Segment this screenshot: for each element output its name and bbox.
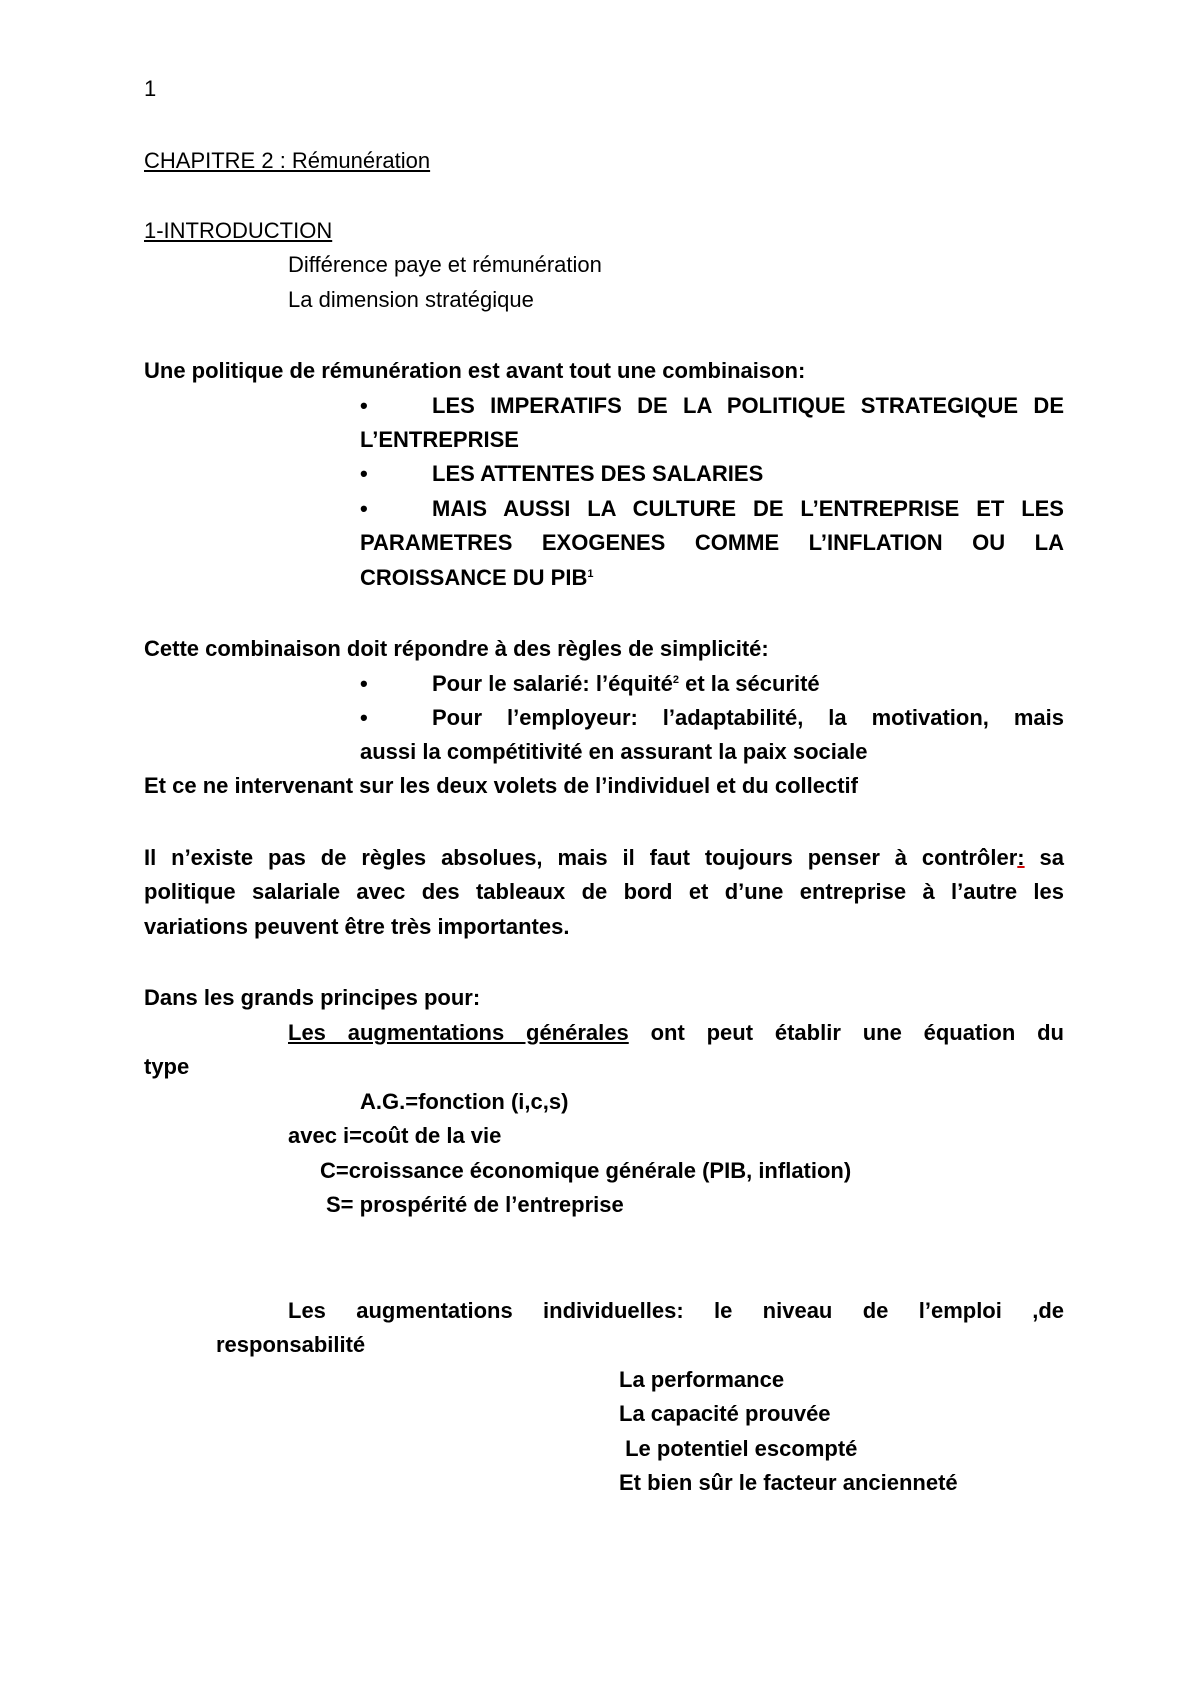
variable-i: avec i=coût de la vie (288, 1123, 502, 1148)
combination-bullet-1: • LES IMPERATIFS DE LA POLITIQUE STRATEGIQUE DE (360, 391, 1064, 421)
rules-line-1: Il n’existe pas de règles absolues, mais il faut toujours penser à contrôler: sa (144, 845, 1064, 870)
variable-c: C=croissance économique générale (PIB, inflation) (320, 1158, 852, 1183)
principles-intro: Dans les grands principes pour: (144, 985, 481, 1010)
simplicity-intro: Cette combinaison doit répondre à des règles de simplicité: (144, 636, 769, 661)
combination-bullet-2: • LES ATTENTES DES SALARIES (360, 459, 763, 489)
rules-line-3: variations peuvent être très importantes. (144, 914, 570, 939)
bullet-dot: • (360, 496, 368, 521)
factor-item: Et bien sûr le facteur ancienneté (619, 1470, 958, 1495)
section-title: 1-INTRODUCTION (144, 218, 333, 243)
chapter-title: CHAPITRE 2 : Rémunération (144, 148, 431, 173)
combination-intro: Une politique de rémunération est avant tout une combinaison: (144, 358, 806, 383)
general-increases-line-2: type (144, 1054, 190, 1079)
simplicity-bullet-2-cont: aussi la compétitivité en assurant la paix sociale (360, 739, 868, 764)
bullet-dot: • (360, 393, 368, 418)
simplicity-bullet-1: • Pour le salarié: l’équité$^2$ et la sécurité (360, 669, 820, 699)
factor-item: La performance (619, 1367, 785, 1392)
individual-increases-line-2: responsabilité (216, 1332, 366, 1357)
variable-s: S= prospérité de l’entreprise (326, 1192, 624, 1217)
factor-item: La capacité prouvée (619, 1401, 831, 1426)
simplicity-bullet-2: • Pour l’employeur: l’adaptabilité, la motivation, mais (360, 703, 1064, 733)
bullet-dot: • (360, 671, 368, 696)
factor-item: Le potentiel escompté (619, 1436, 858, 1461)
volets-line: Et ce ne intervenant sur les deux volets de l’individuel et du collectif (144, 773, 858, 798)
combination-bullet-3-end: CROISSANCE DU PIB$^1$ (360, 565, 594, 590)
footnote-ref[interactable]: 1 (587, 568, 594, 580)
combination-bullet-3-cont: PARAMETRES EXOGENES COMME L’INFLATION OU LA (360, 530, 1064, 555)
bullet-dot: • (360, 461, 368, 486)
bullet-dot: • (360, 705, 368, 730)
intro-item: La dimension stratégique (288, 287, 534, 312)
intro-item: Différence paye et rémunération (288, 252, 602, 277)
combination-bullet-1-cont: L’ENTREPRISE (360, 427, 519, 452)
general-increases-line-1: Les augmentations générales ont peut établir une équation du (288, 1020, 1064, 1045)
page-number: 1 (144, 76, 157, 101)
individual-increases-line-1: Les augmentations individuelles: le niveau de l’emploi ,de (288, 1298, 1064, 1323)
rules-line-2: politique salariale avec des tableaux de bord et d’une entreprise à l’autre les (144, 879, 1064, 904)
combination-bullet-3: • MAIS AUSSI LA CULTURE DE L’ENTREPRISE ET LES (360, 494, 1064, 524)
footnote-ref[interactable]: 2 (672, 674, 679, 686)
spellcheck-mark: : (1017, 845, 1025, 870)
equation: A.G.=fonction (i,c,s) (360, 1089, 569, 1114)
general-increases-label: Les augmentations générales (288, 1020, 629, 1045)
